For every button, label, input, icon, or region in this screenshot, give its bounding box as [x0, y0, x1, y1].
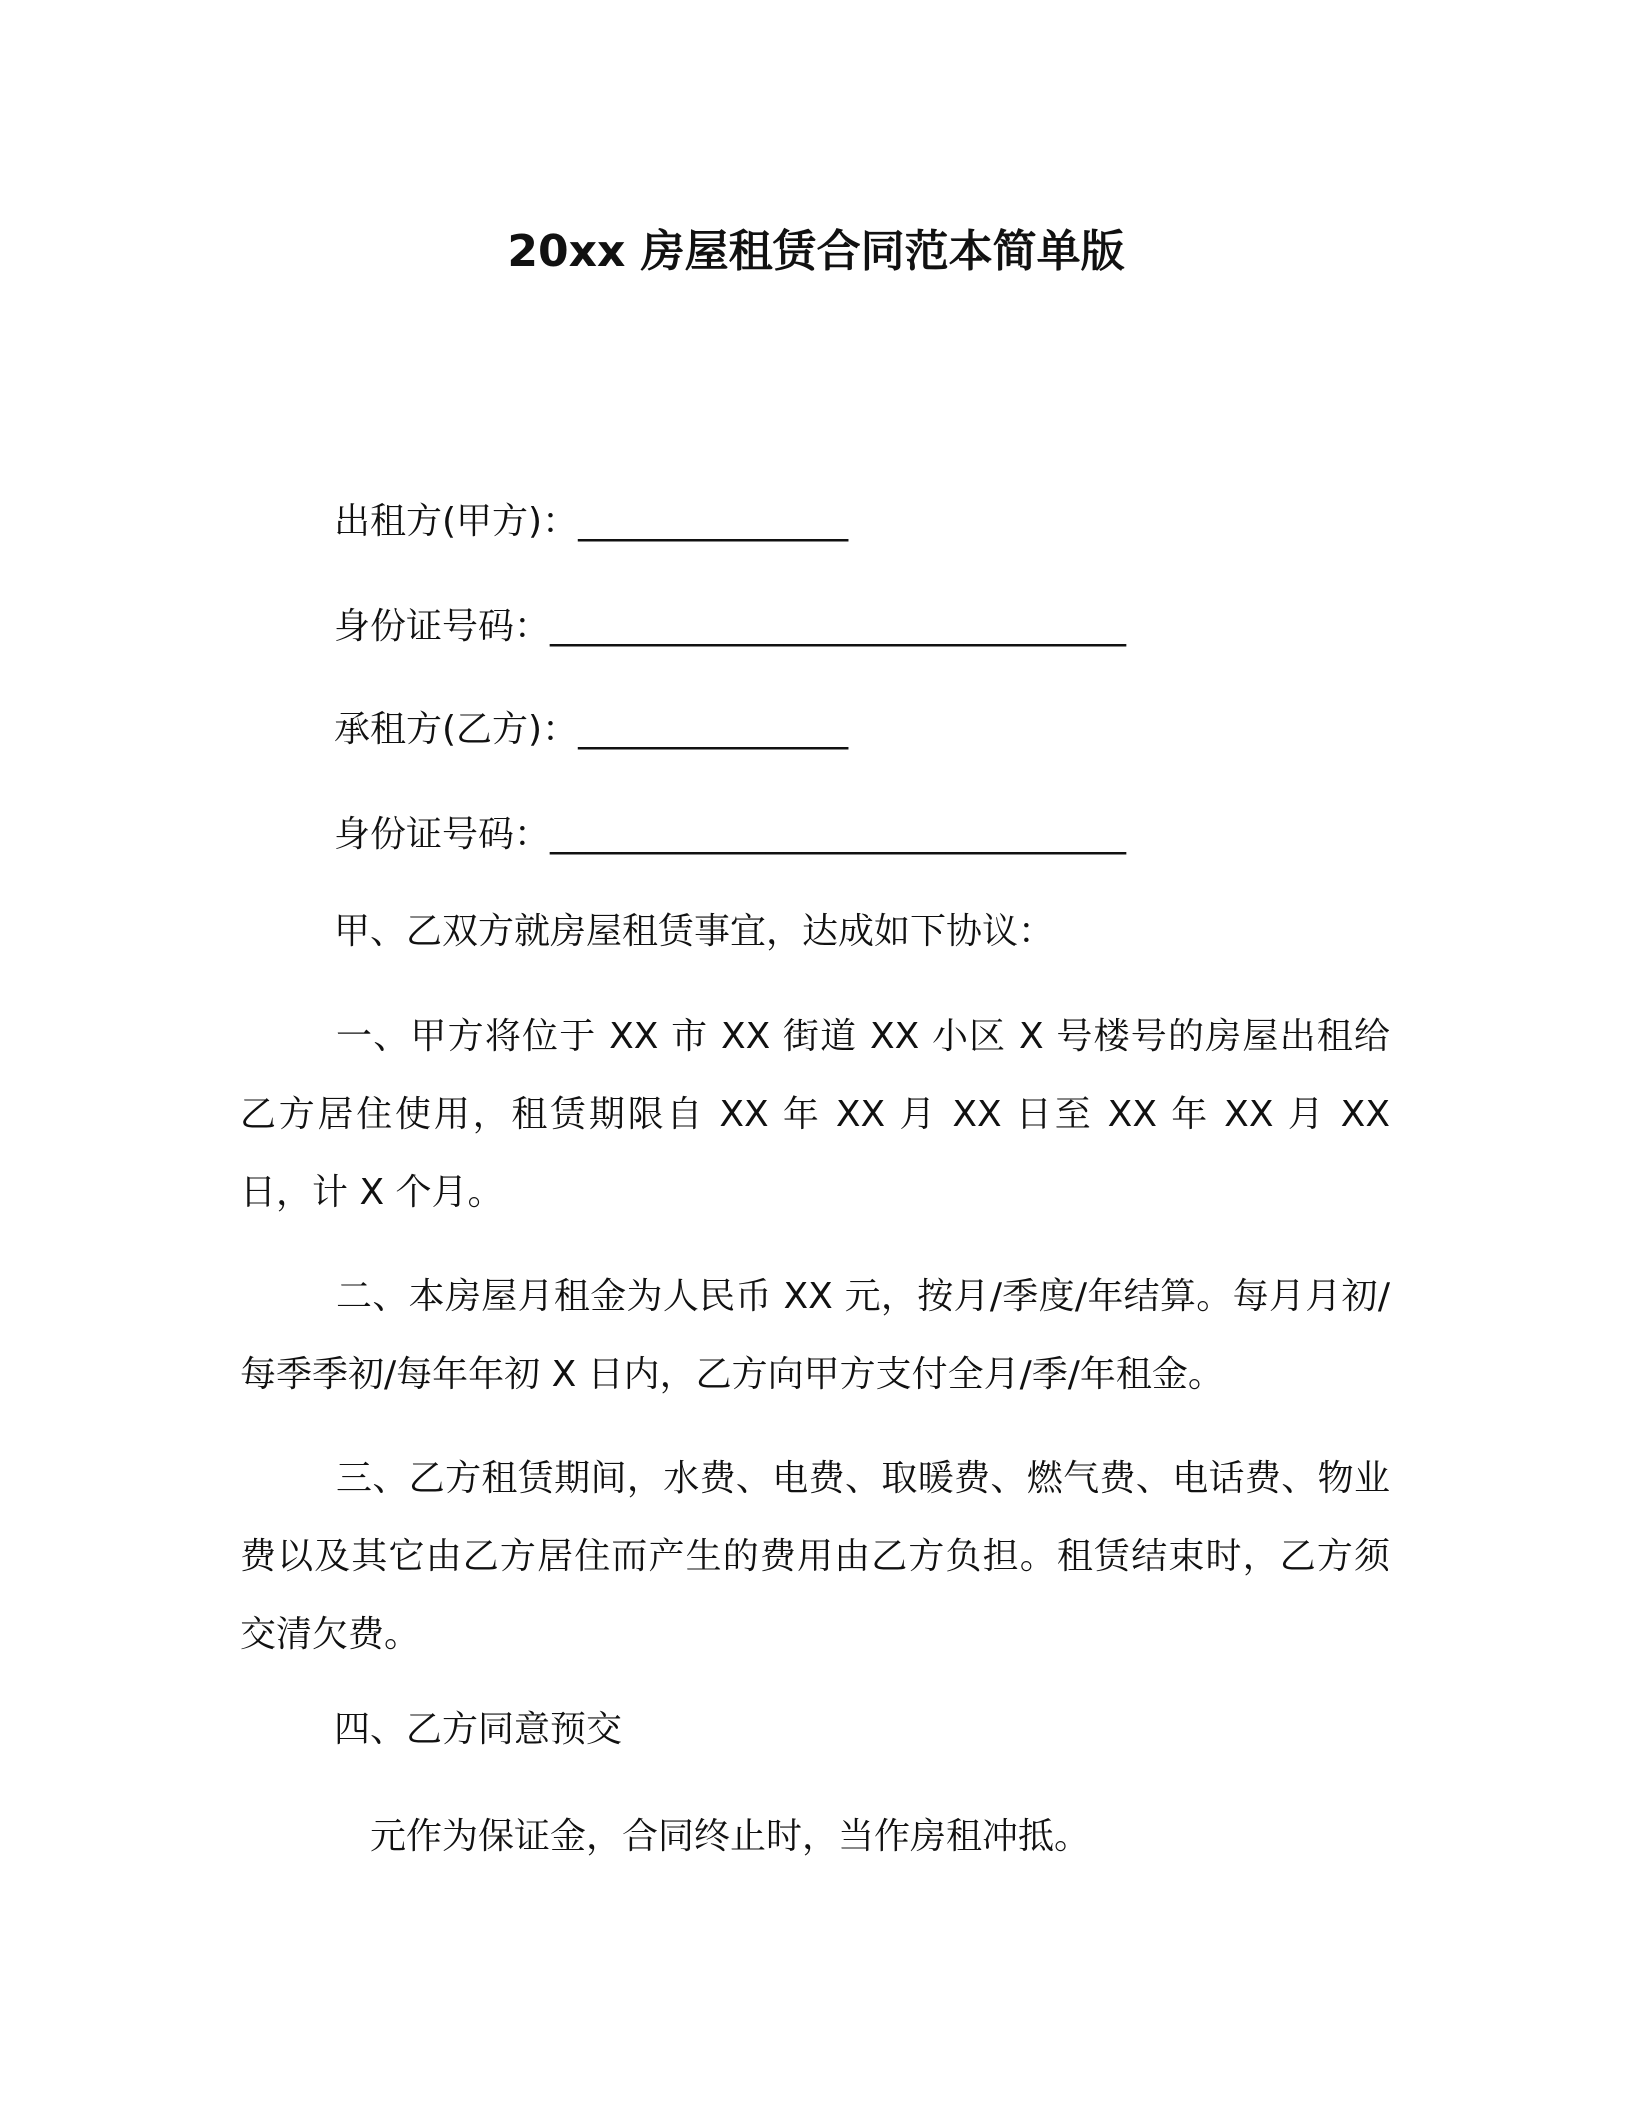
clause-1: 一、甲方将位于 XX 市 XX 街道 XX 小区 X 号楼号的房屋出租给乙方居住使用，租赁期限自 XX 年 XX 月 XX 日至 XX 年 XX 月 XX 日，计 X 个月。 — [240, 1016, 1390, 1213]
document-title: 20xx 房屋租赁合同范本简单版 — [507, 226, 1125, 277]
lessee-field: 承租方(乙方)：_______________ — [334, 709, 849, 750]
agreement-intro: 甲、乙双方就房屋租赁事宜，达成如下协议： — [334, 911, 1055, 952]
clause-2: 二、本房屋月租金为人民币 XX 元，按月/季度/年结算。每月月初/每季季初/每年年初 X 日内，乙方向甲方支付全月/季/年租金。 — [240, 1276, 1390, 1395]
clause-3: 三、乙方租赁期间，水费、电费、取暖费、燃气费、电话费、物业费以及其它由乙方居住而产生的费用由乙方负担。租赁结束时，乙方须交清欠费。 — [240, 1458, 1390, 1655]
lessor-field: 出租方(甲方)：_______________ — [334, 501, 849, 542]
lessee-id-field: 身份证号码：________________________________ — [334, 814, 1127, 855]
clause-4: 四、乙方同意预交 — [334, 1709, 623, 1750]
lessor-id-field: 身份证号码：________________________________ — [334, 606, 1127, 647]
clause-4-continuation: 元作为保证金，合同终止时，当作房租冲抵。 — [370, 1816, 1091, 1857]
